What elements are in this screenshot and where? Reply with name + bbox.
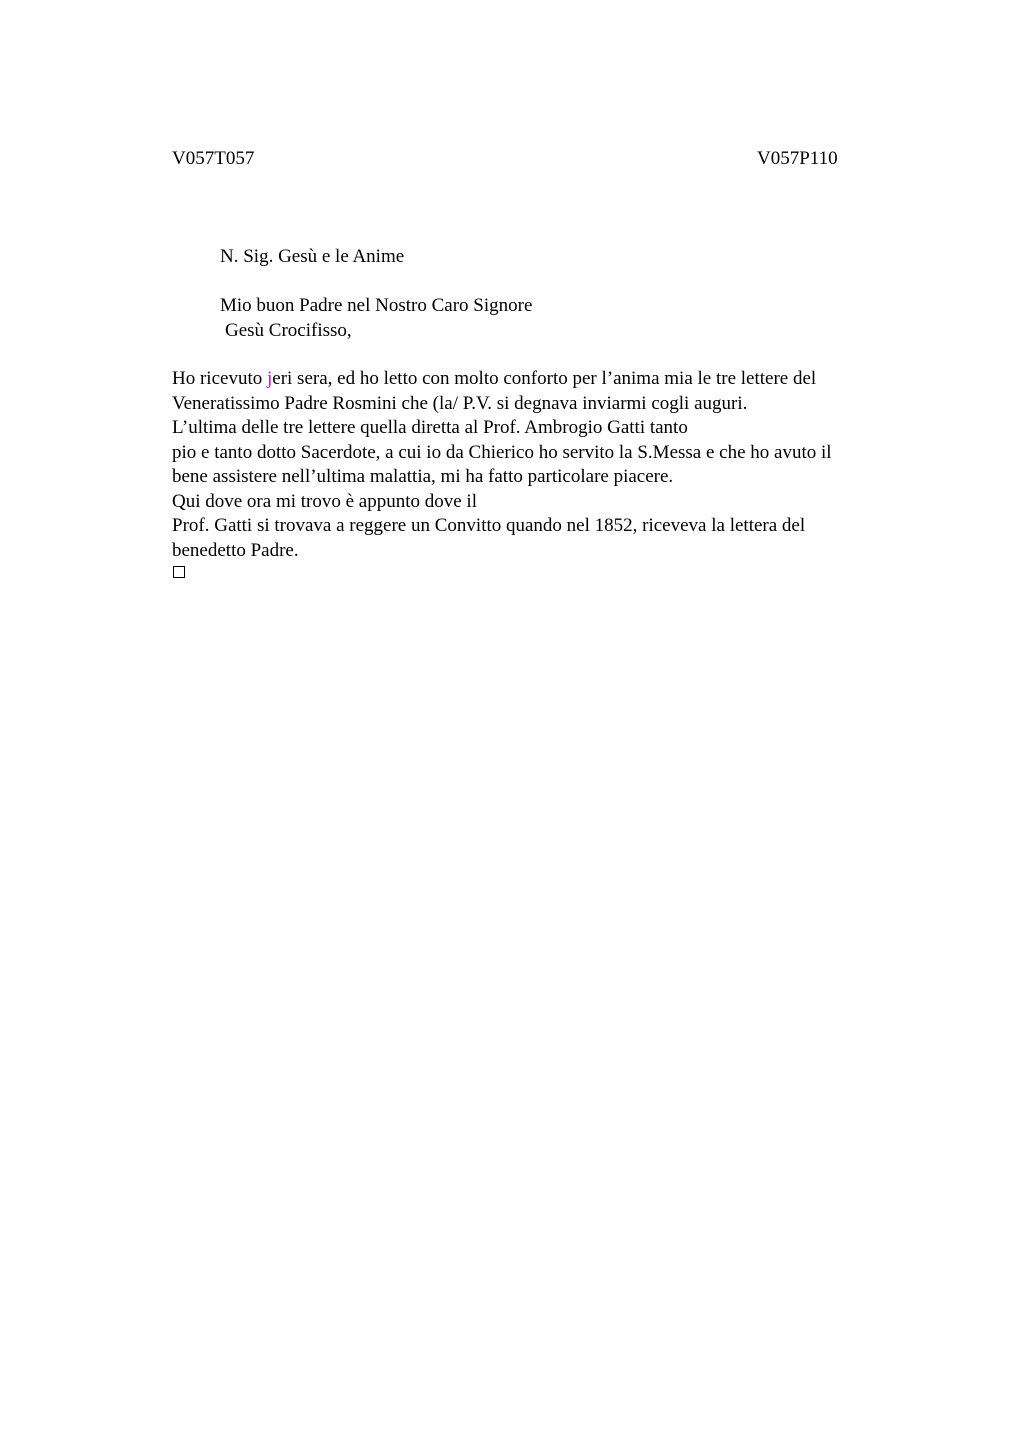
highlighted-letter: j bbox=[266, 368, 273, 389]
body-line-6: Qui dove ora mi trovo è appunto dove il bbox=[172, 490, 477, 512]
body-line-1 bbox=[172, 367, 902, 392]
body-line-3: L’ultima delle tre lettere quella diretta al Prof. Ambrogio Gatti tanto bbox=[172, 417, 688, 438]
empty-checkbox-icon bbox=[173, 566, 185, 578]
body-line-8: benedetto Padre. bbox=[172, 539, 299, 561]
salutation-line-1: Mio buon Padre nel Nostro Caro Signore bbox=[220, 295, 533, 316]
header-left-code: V057T057 bbox=[172, 148, 255, 169]
header-right-code: V057P110 bbox=[757, 148, 838, 169]
body-line-7: Prof. Gatti si trovava a reggere un Convitto quando nel 1852, riceveva la lettera del bbox=[172, 515, 806, 536]
body-line-4: pio e tanto dotto Sacerdote, a cui io da Chierico ho servito la S.Messa e che ho avuto il bbox=[172, 441, 832, 463]
salutation bbox=[220, 294, 532, 343]
body-line-2: Veneratissimo Padre Rosmini che (la/ P.V. si degnava inviarmi cogli auguri. bbox=[172, 392, 748, 414]
dedication-line: N. Sig. Gesù e le Anime bbox=[220, 246, 405, 267]
body-line-5: bene assistere nell’ultima malattia, mi ha fatto particolare piacere. bbox=[172, 466, 674, 487]
salutation-line-2: Gesù Crocifisso, bbox=[225, 319, 352, 341]
letter-body bbox=[172, 367, 902, 563]
body-line-1-end: eri sera, ed ho letto con molto conforto per l’anima mia le tre lettere del bbox=[272, 368, 817, 389]
body-line-1-start: Ho ricevuto bbox=[172, 368, 267, 389]
